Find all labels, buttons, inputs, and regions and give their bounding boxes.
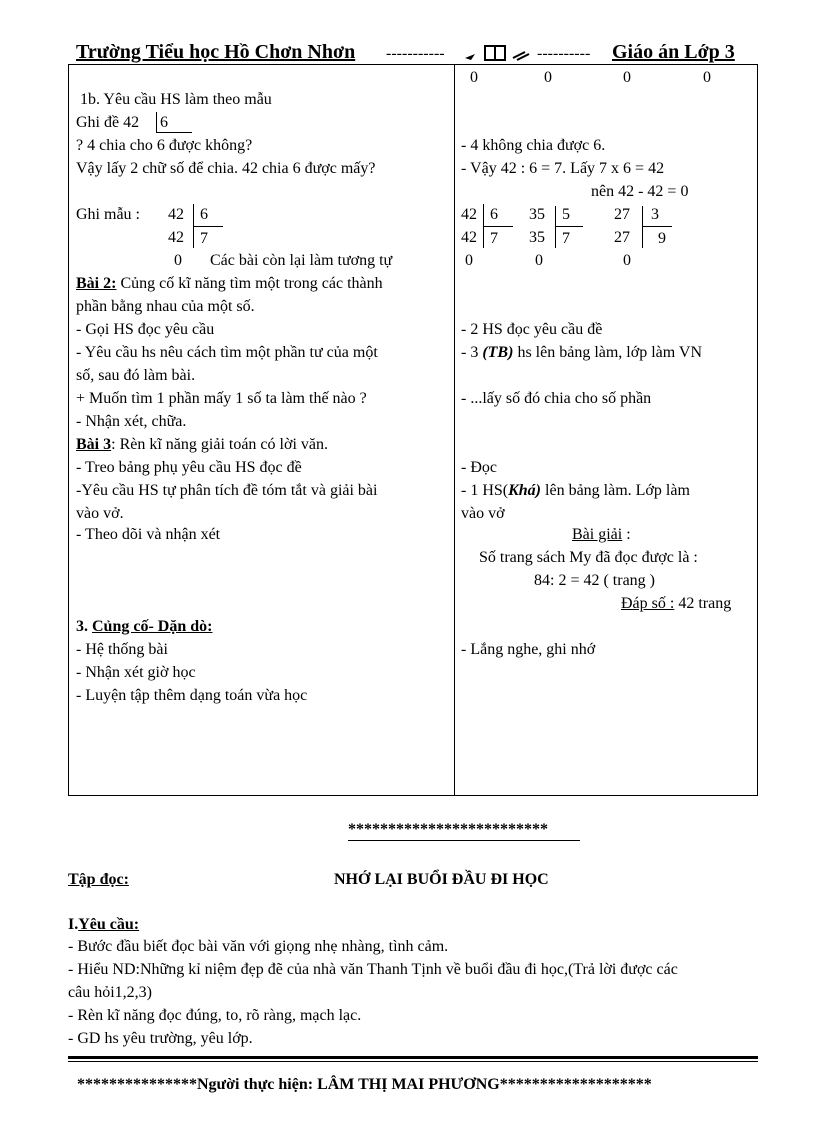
div1-product: 42 xyxy=(461,229,477,246)
div1-divisor: 6 xyxy=(490,206,498,223)
footer-rule-thick xyxy=(68,1056,758,1059)
footer-author: ***************Người thực hiện: LÂM THỊ MAI PHƯƠNG******************* xyxy=(77,1076,652,1093)
table-divider xyxy=(454,64,455,796)
div1-remainder: 0 xyxy=(465,252,473,269)
lesson-title: NHỚ LẠI BUỔI ĐẦU ĐI HỌC xyxy=(334,871,549,888)
s3-line-3: - Luyện tập thêm dạng toán vừa học xyxy=(76,687,308,704)
footer-rule-thin xyxy=(68,1061,758,1062)
sample-remainder: 0 xyxy=(174,252,182,269)
bai2-line-1: - Gọi HS đọc yêu cầu xyxy=(76,321,215,338)
bai3-line-4: - Theo dõi và nhận xét xyxy=(76,526,221,543)
separator-underline xyxy=(348,840,580,841)
write-div-bar xyxy=(156,112,157,132)
sample-label: Ghi mẫu : xyxy=(76,206,140,223)
table-border-bottom xyxy=(68,795,758,796)
write-problem: Ghi đề 42 xyxy=(76,114,140,131)
req-line-3: câu hỏi1,2,3) xyxy=(68,984,152,1001)
r-bai3-line-1: - Đọc xyxy=(461,459,497,476)
req-line-5: - GD hs yêu trường, yêu lớp. xyxy=(68,1030,253,1047)
bai2-line-5: - Nhận xét, chữa. xyxy=(76,413,187,430)
div3-quotient: 9 xyxy=(658,230,666,247)
item-1b: 1b. Yêu cầu HS làm theo mẫu xyxy=(80,91,272,108)
div2-remainder: 0 xyxy=(535,252,543,269)
bai3-heading: Bài 3: Rèn kĩ năng giải toán có lời văn. xyxy=(76,436,328,453)
answer-2: - Vậy 42 : 6 = 7. Lấy 7 x 6 = 42 xyxy=(461,160,665,177)
div2-line xyxy=(555,226,583,227)
r-bai2-line-1: - 2 HS đọc yêu cầu đề xyxy=(461,321,603,338)
r-bai3-line-2: - 1 HS(Khá) lên bảng làm. Lớp làm xyxy=(461,482,690,499)
zero-4: 0 xyxy=(703,69,711,86)
solution-line-1: Số trang sách My đã đọc được là : xyxy=(479,549,698,566)
table-border-right xyxy=(757,64,758,796)
table-border-left xyxy=(68,64,69,796)
div1-quotient: 7 xyxy=(490,230,498,247)
r-bai3-line-3: vào vở xyxy=(461,505,505,522)
div3-divisor: 3 xyxy=(651,206,659,223)
sample-dividend: 42 xyxy=(168,206,184,223)
bai3-line-2: -Yêu cầu HS tự phân tích đề tóm tắt và giải bài xyxy=(76,482,378,499)
bai2-line-4: + Muốn tìm 1 phần mấy 1 số ta làm thế nào ? xyxy=(76,390,367,407)
s3-line-1: - Hệ thống bài xyxy=(76,641,168,658)
question-2: Vậy lấy 2 chữ số để chia. 42 chia 6 được mấy? xyxy=(76,160,376,177)
solution-line-2: 84: 2 = 42 ( trang ) xyxy=(534,572,655,589)
div1-line xyxy=(483,226,513,227)
div2-divisor: 5 xyxy=(562,206,570,223)
separator-stars: ************************* xyxy=(348,821,548,838)
s3-line-2: - Nhận xét giờ học xyxy=(76,664,196,681)
r-bai2-line-2: - 3 (TB) hs lên bảng làm, lớp làm VN xyxy=(461,344,703,361)
header-subject: Giáo án Lớp 3 xyxy=(612,41,735,63)
div2-dividend: 35 xyxy=(529,206,545,223)
header-dashes-left: ----------- xyxy=(386,45,445,62)
bai2-heading: Bài 2: Củng cố kĩ năng tìm một trong các thành xyxy=(76,275,383,292)
div2-quotient: 7 xyxy=(562,230,570,247)
sample-product: 42 xyxy=(168,229,184,246)
bai2-text: phần bằng nhau của một số. xyxy=(76,298,255,315)
answer-1: - 4 không chia được 6. xyxy=(461,137,606,154)
section-3-heading: 3. Củng cố- Dặn dò: xyxy=(76,618,213,635)
zero-2: 0 xyxy=(544,69,552,86)
answer-3: nên 42 - 42 = 0 xyxy=(591,183,689,200)
sample-div-line xyxy=(193,226,223,227)
bai3-line-1: - Treo bảng phụ yêu cầu HS đọc đề xyxy=(76,459,302,476)
header-underline xyxy=(68,64,758,65)
div3-product: 27 xyxy=(614,229,630,246)
req-line-2: - Hiểu ND:Những kỉ niệm đẹp đẽ của nhà văn Thanh Tịnh về buổi đầu đi học,(Trả lời được các xyxy=(68,961,678,978)
bai2-line-3: số, sau đó làm bài. xyxy=(76,367,196,384)
div3-line xyxy=(642,226,672,227)
bai2-line-2: - Yêu cầu hs nêu cách tìm một phần tư của một xyxy=(76,344,378,361)
answer-line: Đáp số : 42 trang xyxy=(621,595,732,612)
div2-bar xyxy=(555,206,556,248)
rest-note: Các bài còn lại làm tương tự xyxy=(210,252,393,269)
question-1: ? 4 chia cho 6 được không? xyxy=(76,137,253,154)
book-icon xyxy=(463,42,533,70)
sample-divisor: 6 xyxy=(200,206,208,223)
zero-3: 0 xyxy=(623,69,631,86)
div3-dividend: 27 xyxy=(614,206,630,223)
div2-product: 35 xyxy=(529,229,545,246)
zero-1: 0 xyxy=(470,69,478,86)
write-divisor: 6 xyxy=(160,114,168,131)
header-dashes-right: ---------- xyxy=(537,45,591,62)
lesson-label: Tập đọc: xyxy=(68,871,129,888)
write-div-line xyxy=(156,132,192,133)
bai3-line-3: vào vở. xyxy=(76,505,124,522)
r-s3-line-1: - Lắng nghe, ghi nhớ xyxy=(461,641,596,658)
div3-bar xyxy=(642,206,643,248)
req-line-4: - Rèn kĩ năng đọc đúng, to, rõ ràng, mạch lạc. xyxy=(68,1007,362,1024)
div3-remainder: 0 xyxy=(623,252,631,269)
sample-quotient: 7 xyxy=(200,230,208,247)
div1-dividend: 42 xyxy=(461,206,477,223)
solution-title: Bài giải : xyxy=(572,526,631,543)
req-line-1: - Bước đầu biết đọc bài văn với giọng nhẹ nhàng, tình cảm. xyxy=(68,938,449,955)
r-bai2-line-3: - ...lấy số đó chia cho số phần xyxy=(461,390,652,407)
header-school: Trường Tiểu học Hồ Chơn Nhơn xyxy=(76,41,356,63)
requirements-heading: I.Yêu cầu: xyxy=(68,916,140,933)
